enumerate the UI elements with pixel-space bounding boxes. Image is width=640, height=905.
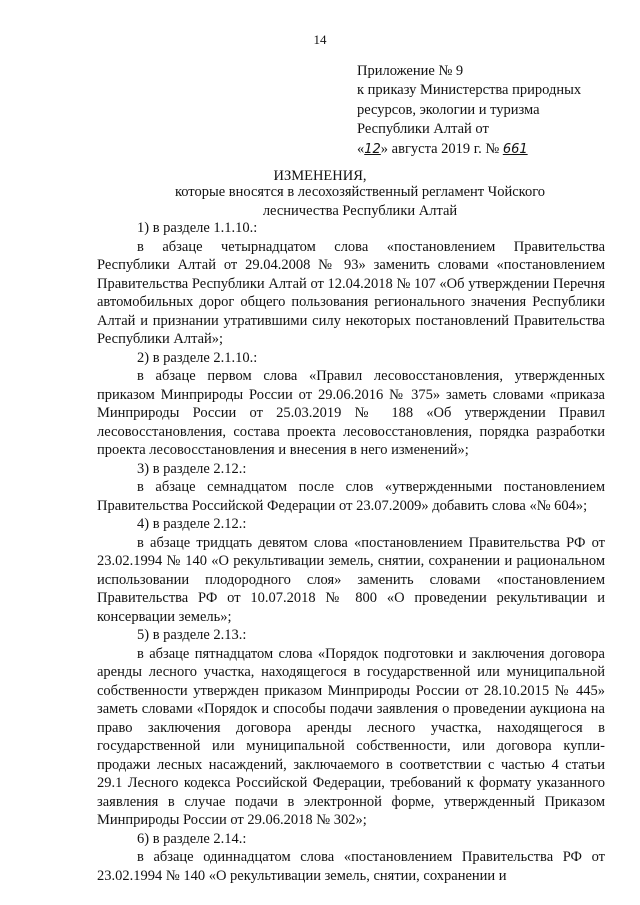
item-text-5: в абзаце пятнадцатом слова «Порядок подготовки и заключения договора аренды лесного участка, находящегося в государственной или муниципальной собственности утвержден приказом Минприроды России от 28.10.2015 № 445» заметь словами «Порядок и способы подачи заявления о проведении аукциона на право заключения договора аренды лесного участка, находящегося в государственной или муниципальной собственности, или договора купли-продажи лесных насаждений, заключаемого в соответствии с частью 4 статьи 29.1 Лесного кодекса Российской Федерации, требований к формату указанного заявления в случае подачи в электронной форме, утвержденный Приказом Минприроды России от 29.06.2018 № 302»; <box>97 645 605 828</box>
date-open-quote: « <box>357 140 365 157</box>
appendix-line-4: Республики Алтай от <box>357 121 489 138</box>
document-title: ИЗМЕНЕНИЯ, <box>273 168 367 184</box>
item-text-1: в абзаце четырнадцатом слова «постановлением Правительства Республики Алтай от 29.04.2008 № 93» заменить словами «постановлением Правительства Республики Алтай от 12.04.2018 № 107 «Об утверждении Перечня автомобильных дорог общего пользования регионального значения Республики Алтай и признании утратившими силу некоторых постановлений Правительства Республики Алтай»; <box>97 238 605 347</box>
document-body <box>97 219 605 885</box>
item-text-4: в абзаце тридцать девятом слова «постановлением Правительства РФ от 23.02.1994 № 140 «О рекультивации земель, снятии, сохранении и рациональном использовании плодородного слоя» заменить словами «постановлением Правительства РФ от 10.07.2018 № 800 «О проведении рекультивации и консервации земель»; <box>97 534 605 625</box>
item-heading-2: 2) в разделе 2.1.10.: <box>137 349 258 366</box>
appendix-line-3: ресурсов, экологии и туризма <box>357 101 540 118</box>
item-heading-6: 6) в разделе 2.14.: <box>137 830 247 847</box>
appendix-line-2: к приказу Министерства природных <box>357 82 582 99</box>
item-heading-4: 4) в разделе 2.12.: <box>137 516 247 532</box>
page-number: 14 <box>313 32 327 47</box>
item-text-6: в абзаце одиннадцатом слова «постановлением Правительства РФ от 23.02.1994 № 140 «О рекультивации земель, снятии, сохранении и <box>97 849 605 884</box>
item-heading-3: 3) в разделе 2.12.: <box>137 460 247 477</box>
appendix-header <box>357 62 627 159</box>
item-text-3: в абзаце семнадцатом после слов «утвержденными постановлением Правительства Российской Федерации от 23.07.2009» добавить слова «№ 604»; <box>97 479 605 514</box>
handwritten-date-day: 12 <box>364 141 381 157</box>
appendix-date-line <box>357 140 627 159</box>
appendix-line-1: Приложение № 9 <box>357 63 464 79</box>
item-heading-5: 5) в разделе 2.13.: <box>137 627 247 643</box>
handwritten-order-number: 661 <box>502 141 528 157</box>
document-subtitle: которые вносятся в лесохозяйственный регламент Чойского лесничества Республики Алтай <box>174 184 546 219</box>
item-text-2: в абзаце первом слова «Правил лесовосстановления, утвержденных приказом Минприроды России от 29.06.2016 № 375» заметь словами «приказа Минприроды России от 25.03.2019 № 188 «Об утверждении Правил лесовосстановления, состава проекта лесовосстановления, порядка разработки проекта лесовосстановления и внесения в него изменений»; <box>97 368 605 458</box>
date-rest: » августа 2019 г. № <box>380 140 500 157</box>
item-heading-1: 1) в разделе 1.1.10.: <box>137 220 258 236</box>
